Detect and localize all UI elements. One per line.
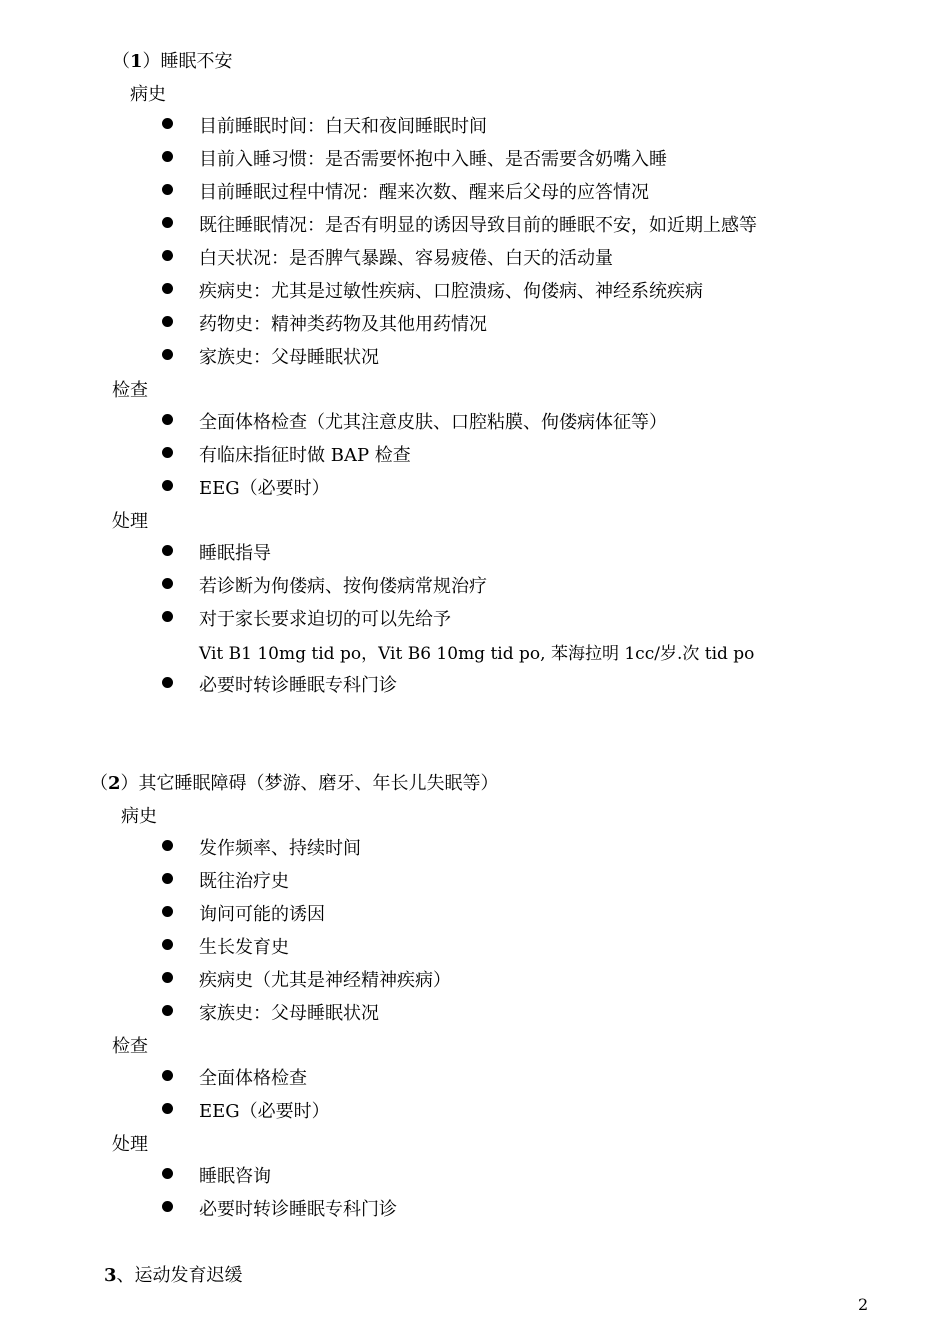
list-item: 目前睡眠时间：白天和夜间睡眠时间	[199, 116, 487, 137]
list-item: 睡眠指导	[199, 543, 271, 564]
list-item: 若诊断为佝偻病、按佝偻病常规治疗	[199, 576, 487, 597]
section-3-title: 、运动发育迟缓	[116, 1265, 243, 1286]
list-item: 睡眠咨询	[199, 1166, 271, 1187]
list-item: 家族史：父母睡眠状况	[199, 347, 379, 368]
list-item: 必要时转诊睡眠专科门诊	[199, 675, 397, 696]
list-item: 目前睡眠过程中情况：醒来次数、醒来后父母的应答情况	[199, 182, 649, 203]
bullet-icon	[162, 873, 173, 884]
list-item: 全面体格检查（尤其注意皮肤、口腔粘膜、佝偻病体征等）	[199, 412, 667, 433]
list-item: 对于家长要求迫切的可以先给予	[199, 609, 451, 630]
bullet-icon	[162, 349, 173, 360]
bullet-icon	[162, 1168, 173, 1179]
bullet-icon	[162, 972, 173, 983]
bullet-icon	[162, 545, 173, 556]
list-item: 生长发育史	[199, 937, 289, 958]
bullet-icon	[162, 939, 173, 950]
bullet-icon	[162, 316, 173, 327]
section-2-history-label: 病史	[121, 806, 157, 827]
section-1-history-label: 病史	[130, 84, 166, 105]
list-item: 既往睡眠情况：是否有明显的诱因导致目前的睡眠不安，如近期上感等	[199, 215, 757, 236]
bullet-icon	[162, 906, 173, 917]
bullet-icon	[162, 1005, 173, 1016]
section-2-exam-label: 检查	[112, 1036, 148, 1057]
list-item: 询问可能的诱因	[199, 904, 325, 925]
section-2-heading: （2）其它睡眠障碍（梦游、磨牙、年长儿失眠等）	[90, 773, 499, 794]
list-item: 必要时转诊睡眠专科门诊	[199, 1199, 397, 1220]
bullet-icon	[162, 184, 173, 195]
list-item: 既往治疗史	[199, 871, 289, 892]
bullet-icon	[162, 283, 173, 294]
section-3-number: 3	[104, 1265, 117, 1286]
list-item: 药物史：精神类药物及其他用药情况	[199, 314, 487, 335]
list-item: EEG（必要时）	[199, 1101, 330, 1122]
bullet-icon	[162, 447, 173, 458]
bullet-icon	[162, 1103, 173, 1114]
bullet-icon	[162, 414, 173, 425]
list-item: 有临床指征时做 BAP 检查	[199, 445, 411, 466]
list-item: 目前入睡习惯：是否需要怀抱中入睡、是否需要含奶嘴入睡	[199, 149, 667, 170]
bullet-icon	[162, 578, 173, 589]
list-item: 疾病史：尤其是过敏性疾病、口腔溃疡、佝偻病、神经系统疾病	[199, 281, 703, 302]
list-item: 白天状况：是否脾气暴躁、容易疲倦、白天的活动量	[199, 248, 613, 269]
bullet-icon	[162, 151, 173, 162]
list-item: EEG（必要时）	[199, 478, 330, 499]
section-1-title: 睡眠不安	[160, 51, 233, 72]
list-item: 发作频率、持续时间	[199, 838, 361, 859]
bullet-icon	[162, 217, 173, 228]
section-2-treat-label: 处理	[112, 1134, 148, 1155]
bullet-icon	[162, 480, 173, 491]
dosage-line: Vit B1 10mg tid po，Vit B6 10mg tid po, 苯海拉明 1cc/岁.次 tid po	[199, 644, 755, 664]
bullet-icon	[162, 250, 173, 261]
bullet-icon	[162, 677, 173, 688]
list-item: 疾病史（尤其是神经精神疾病）	[199, 970, 451, 991]
section-1-heading: （1）睡眠不安	[112, 51, 233, 72]
section-1-exam-label: 检查	[112, 380, 148, 401]
list-item: 全面体格检查	[199, 1068, 307, 1089]
section-1-number: 1	[130, 51, 143, 72]
section-2-number: 2	[108, 773, 121, 794]
section-2-title: 其它睡眠障碍（梦游、磨牙、年长儿失眠等）	[138, 773, 499, 794]
page-number: 2	[858, 1295, 869, 1314]
section-1-treat-label: 处理	[112, 511, 148, 532]
bullet-icon	[162, 1201, 173, 1212]
bullet-icon	[162, 118, 173, 129]
bullet-icon	[162, 611, 173, 622]
list-item: 家族史：父母睡眠状况	[199, 1003, 379, 1024]
bullet-icon	[162, 840, 173, 851]
section-3-heading	[104, 1265, 243, 1287]
bullet-icon	[162, 1070, 173, 1081]
